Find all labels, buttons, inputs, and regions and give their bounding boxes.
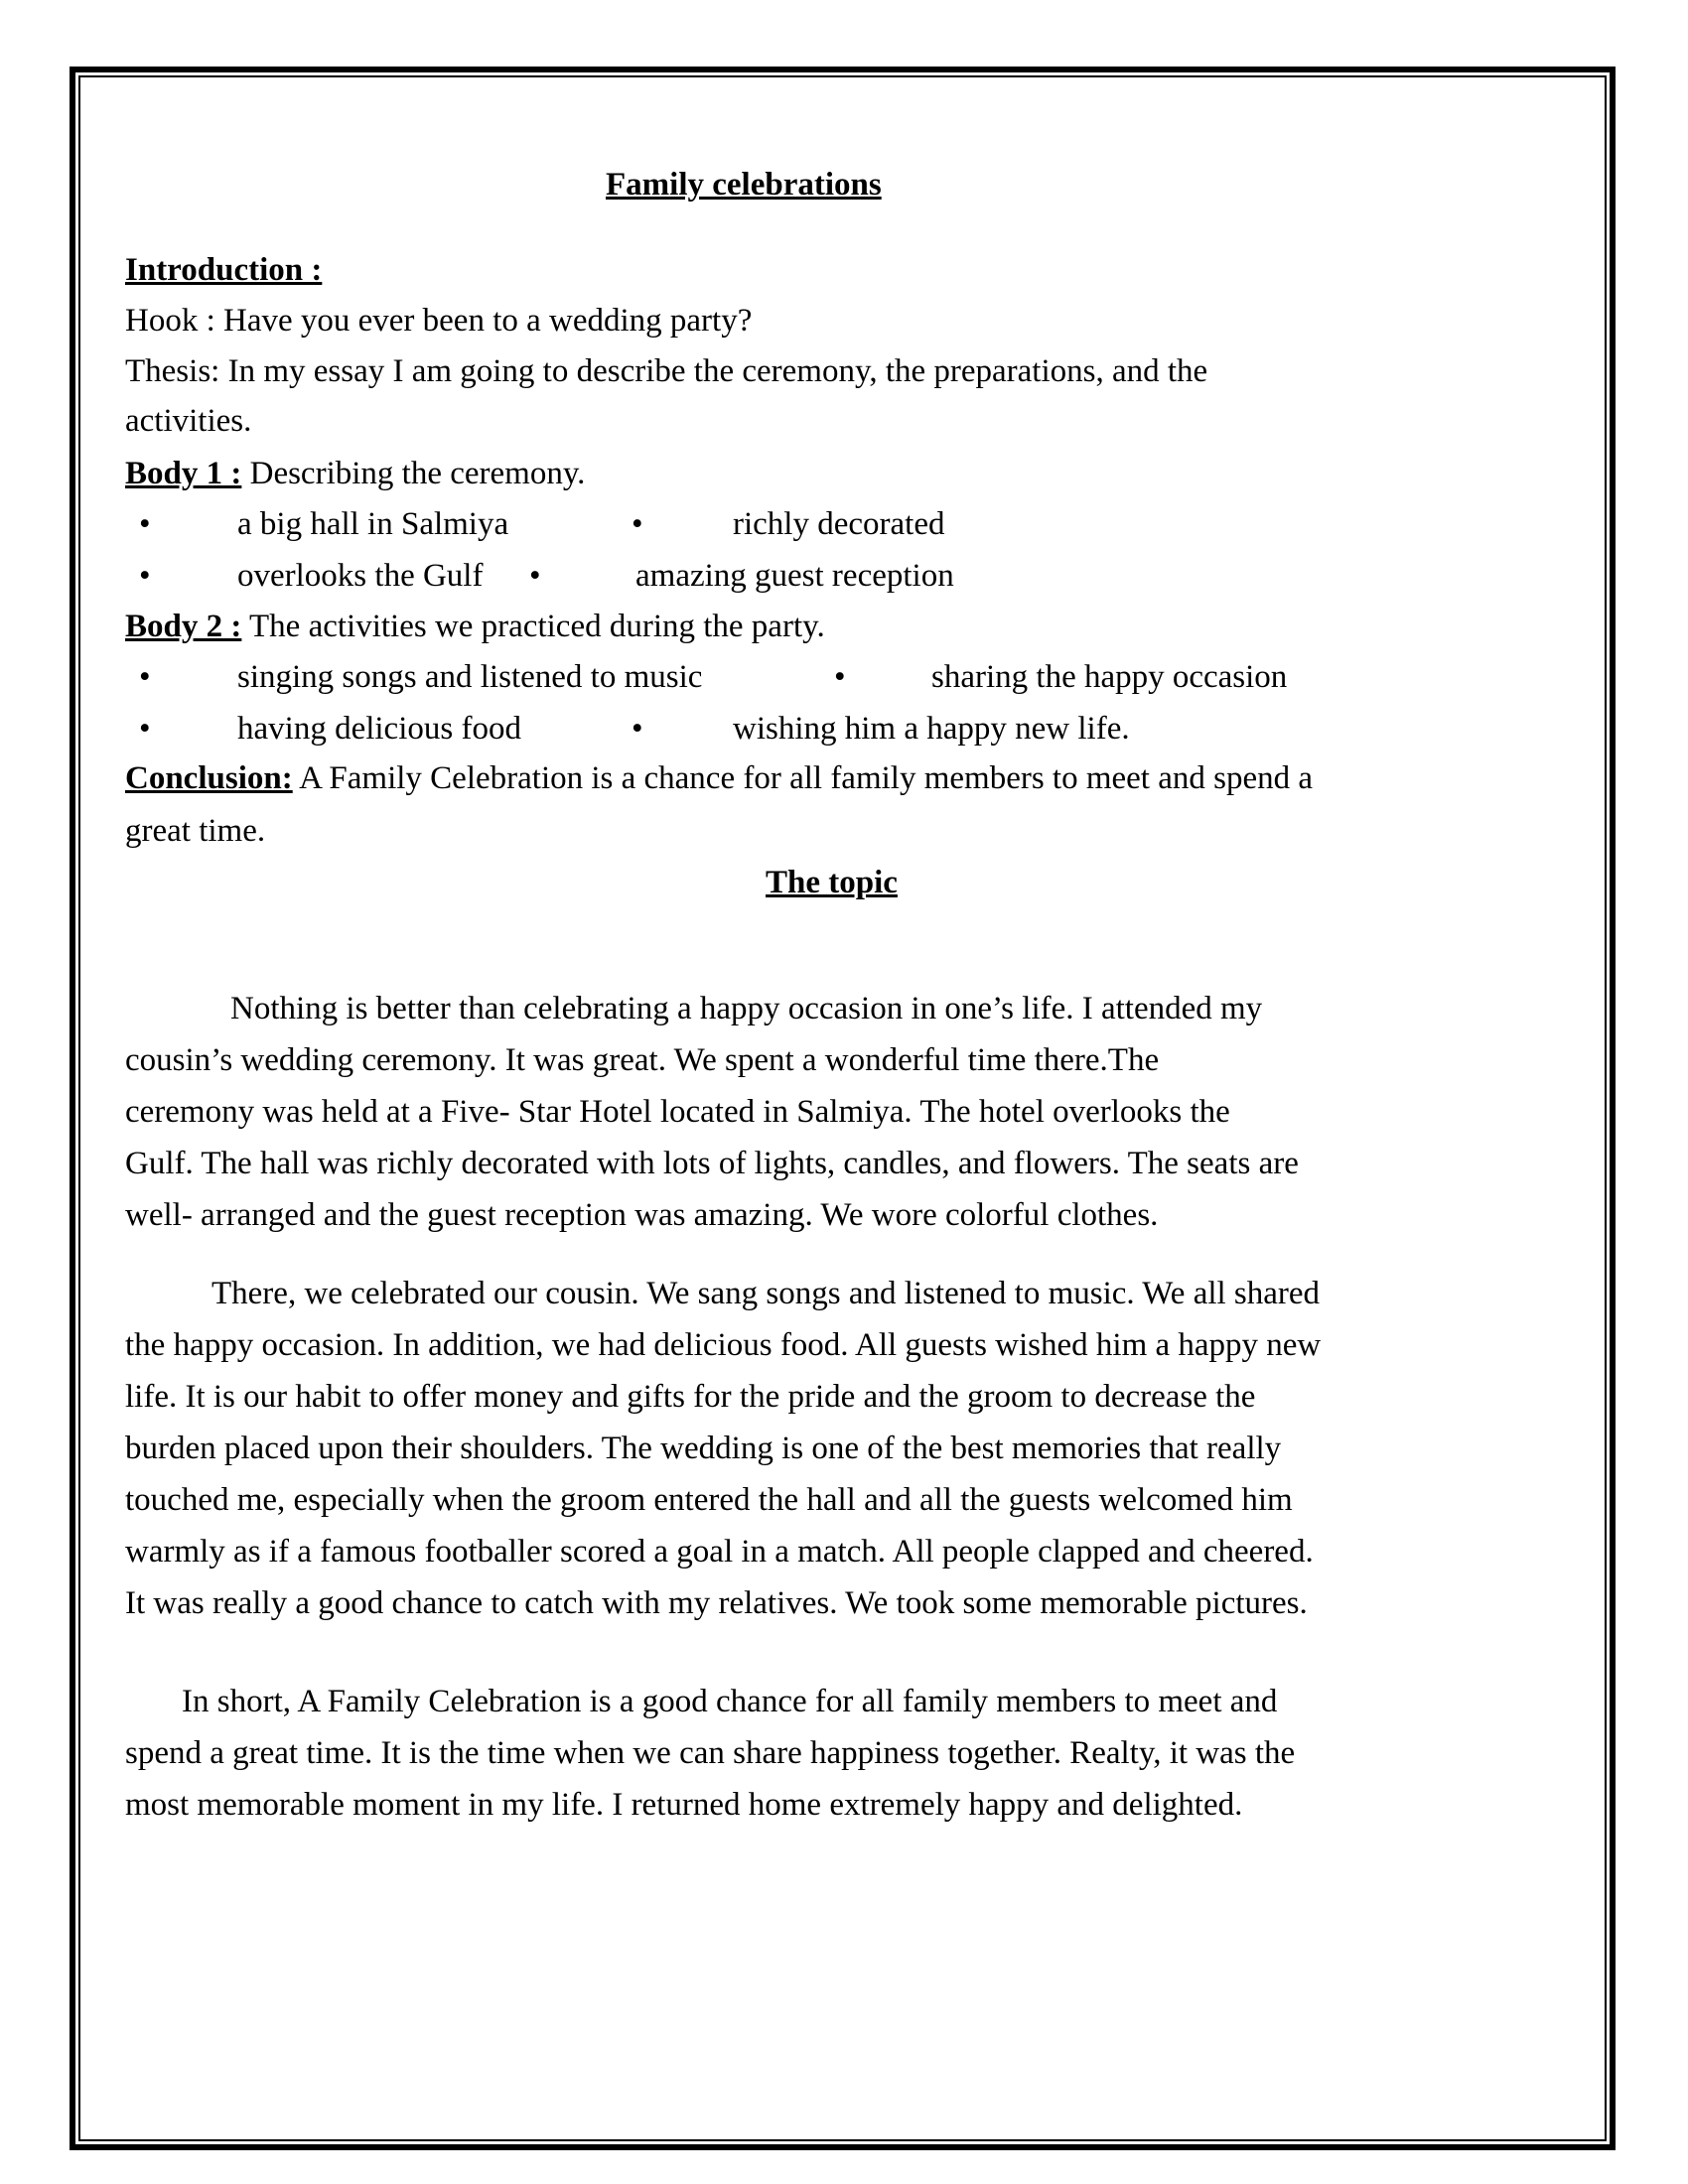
list-item: sharing the happy occasion xyxy=(931,659,1288,695)
document-title: Family celebrations xyxy=(606,167,882,203)
paragraph-3-line: In short, A Family Celebration is a good chance for all family members to meet and xyxy=(182,1684,1278,1719)
body1-label: Body 1 : xyxy=(125,456,242,491)
paragraph-3-line: spend a great time. It is the time when we can share happiness together. Realty, it was the xyxy=(125,1735,1296,1771)
paragraph-2-line: There, we celebrated our cousin. We sang songs and listened to music. We all shared xyxy=(211,1276,1321,1311)
paragraph-2-line: touched me, especially when the groom entered the hall and all the guests welcomed him xyxy=(125,1482,1293,1518)
paragraph-2-line: burden placed upon their shoulders. The wedding is one of the best memories that really xyxy=(125,1431,1282,1466)
bullet-icon: • xyxy=(139,558,151,594)
body1-text: Describing the ceremony. xyxy=(241,456,586,491)
conclusion-label: Conclusion: xyxy=(125,760,293,796)
paragraph-1-line: Nothing is better than celebrating a happy occasion in one’s life. I attended my xyxy=(230,991,1263,1026)
list-item: having delicious food xyxy=(237,711,521,747)
bullet-icon: • xyxy=(632,506,643,542)
paragraph-2-line: warmly as if a famous footballer scored a goal in a match. All people clapped and cheered. xyxy=(125,1534,1314,1570)
paragraph-1-line: ceremony was held at a Five- Star Hotel located in Salmiya. The hotel overlooks the xyxy=(125,1094,1230,1130)
bullet-icon: • xyxy=(139,506,151,542)
paragraph-2-line: It was really a good chance to catch with my relatives. We took some memorable pictures. xyxy=(125,1585,1308,1621)
paragraph-2-line: the happy occasion. In addition, we had delicious food. All guests wished him a happy new xyxy=(125,1327,1322,1363)
body1-line xyxy=(125,449,585,498)
conclusion-line: great time. xyxy=(125,813,266,849)
list-item: richly decorated xyxy=(733,506,945,542)
paragraph-3-line: most memorable moment in my life. I returned home extremely happy and delighted. xyxy=(125,1787,1243,1823)
bullet-icon: • xyxy=(139,711,151,747)
body2-line xyxy=(125,602,825,651)
list-item: wishing him a happy new life. xyxy=(733,711,1130,747)
paragraph-1-line: well- arranged and the guest reception was amazing. We wore colorful clothes. xyxy=(125,1197,1159,1233)
thesis-line: activities. xyxy=(125,403,252,439)
list-item: singing songs and listened to music xyxy=(237,659,703,695)
bullet-icon: • xyxy=(834,659,846,695)
conclusion-line xyxy=(125,753,1313,803)
introduction-heading: Introduction : xyxy=(125,252,323,288)
body2-text: The activities we practiced during the party. xyxy=(241,609,825,644)
list-item: overlooks the Gulf xyxy=(237,558,484,594)
paragraph-2-line: life. It is our habit to offer money and gifts for the pride and the groom to decrease the xyxy=(125,1379,1256,1415)
bullet-icon: • xyxy=(529,558,541,594)
list-item: amazing guest reception xyxy=(635,558,954,594)
bullet-icon: • xyxy=(139,659,151,695)
bullet-icon: • xyxy=(632,711,643,747)
thesis-line: Thesis: In my essay I am going to describe the ceremony, the preparations, and the xyxy=(125,353,1208,389)
list-item: a big hall in Salmiya xyxy=(237,506,509,542)
body2-label: Body 2 : xyxy=(125,609,242,644)
conclusion-text: A Family Celebration is a chance for all family members to meet and spend a xyxy=(292,760,1314,796)
hook-line: Hook : Have you ever been to a wedding party? xyxy=(125,303,753,339)
topic-heading: The topic xyxy=(766,865,898,900)
paragraph-1-line: Gulf. The hall was richly decorated with lots of lights, candles, and flowers. The seats are xyxy=(125,1146,1299,1181)
paragraph-1-line: cousin’s wedding ceremony. It was great. We spent a wonderful time there.The xyxy=(125,1042,1160,1078)
